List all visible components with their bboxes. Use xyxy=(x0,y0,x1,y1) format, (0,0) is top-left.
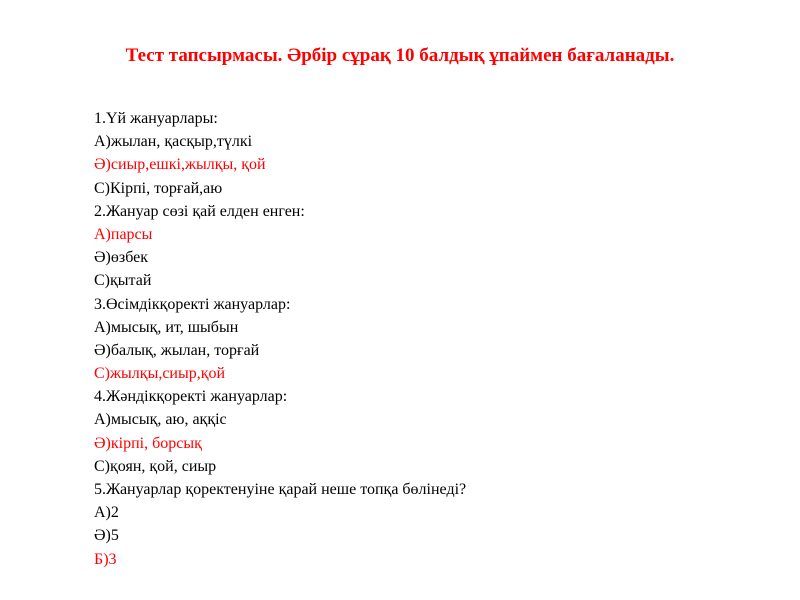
question-text: 1.Үй жануарлары: xyxy=(94,110,218,127)
question-text: 3.Өсімдікқоректі жануарлар: xyxy=(94,295,291,313)
correct-answer-option: Ә)кірпі, борсық xyxy=(94,434,202,452)
answer-option: Ә)өзбек xyxy=(94,249,149,267)
question-text: 2.Жануар сөзі қай елден енген: xyxy=(94,202,305,220)
answer-option: Ә)5 xyxy=(94,527,119,545)
answer-option: Ә)балық, жылан, торғай xyxy=(94,341,260,359)
question-list xyxy=(94,107,466,571)
answer-option: А)жылан, қасқыр,түлкі xyxy=(94,133,253,151)
answer-option: А)мысық, аю, аққіс xyxy=(94,411,227,429)
question-text: 4.Жәндікқоректі жануарлар: xyxy=(94,388,288,406)
correct-answer-option: Б)3 xyxy=(94,550,117,568)
question-text: 5.Жануарлар қоректенуіне қарай неше топқа бөлінеді? xyxy=(94,481,467,498)
page-title: Тест тапсырмасы. Әрбір сұрақ 10 балдық ұпаймен бағаланады. xyxy=(125,45,675,66)
answer-option: С)Кірпі, торғай,аю xyxy=(94,179,223,197)
answer-option: С)қоян, қой, сиыр xyxy=(94,457,217,475)
correct-answer-option: Ә)сиыр,ешкі,жылқы, қой xyxy=(94,156,266,174)
answer-option: А)2 xyxy=(94,504,119,522)
answer-option: С)қытай xyxy=(94,272,152,290)
answer-option: А)мысық, ит, шыбын xyxy=(94,318,239,336)
correct-answer-option: С)жылқы,сиыр,қой xyxy=(94,365,226,383)
correct-answer-option: А)парсы xyxy=(94,225,153,243)
